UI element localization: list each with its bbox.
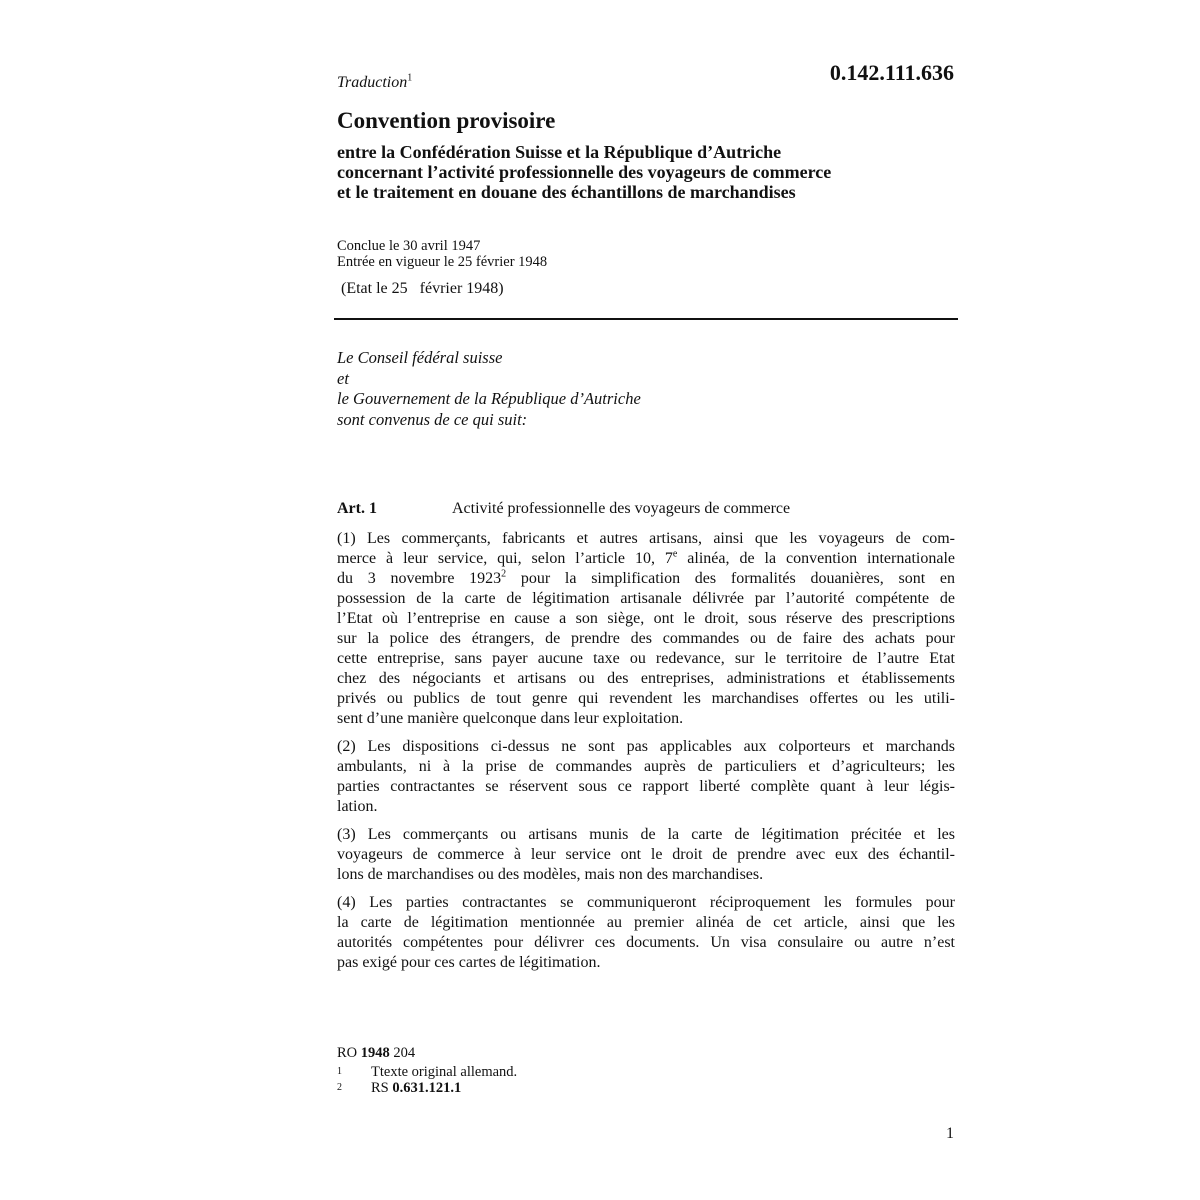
rs-number: 0.142.111.636 bbox=[829, 60, 954, 85]
in-force-date: Entrée en vigueur le 25 février 1948 bbox=[337, 254, 548, 270]
article-body bbox=[337, 529, 955, 981]
footnotes bbox=[337, 1064, 517, 1096]
footnote-1: 1 Ttexte original allemand. bbox=[337, 1064, 518, 1080]
text-line: (1) Les commerçants, fabricants et autres artisans, ainsi que les voyageurs de com- bbox=[337, 530, 955, 547]
footnote-2: 2 RS 0.631.121.1 bbox=[337, 1080, 462, 1096]
page-number: 1 bbox=[946, 1125, 954, 1142]
header-divider bbox=[334, 318, 958, 320]
text-line: voyageurs de commerce à leur service ont le droit de prendre avec eux des échantil- bbox=[337, 846, 955, 863]
text-line: (2) Les dispositions ci-dessus ne sont pas applicables aux colporteurs et marchands bbox=[337, 738, 955, 755]
text-line: sent d’une manière quelconque dans leur exploitation. bbox=[337, 710, 684, 727]
text-line: cette entreprise, sans payer aucune taxe ou redevance, sur le territoire de l’autre Etat bbox=[337, 650, 955, 667]
subtitle-line: et le traitement en douane des échantillons de marchandises bbox=[337, 182, 796, 202]
concluded-date: Conclue le 30 avril 1947 bbox=[337, 238, 481, 254]
preamble bbox=[337, 348, 641, 430]
article-title: Activité professionnelle des voyageurs de commerce bbox=[452, 500, 791, 517]
text-line: ambulants, ni à la prise de commandes auprès de particuliers et d’agriculteurs; les bbox=[337, 758, 955, 775]
text-line: (3) Les commerçants ou artisans munis de la carte de légitimation précitée et les bbox=[337, 826, 955, 843]
text-line: l’Etat où l’entreprise en cause a son siège, ont le droit, sous réserve des prescriptions bbox=[337, 610, 955, 627]
state-date: (Etat le 25 février 1948) bbox=[341, 280, 504, 297]
article-heading bbox=[337, 500, 957, 518]
footnote-ref-1: 1 bbox=[407, 72, 413, 84]
footnote-ref-2: 2 bbox=[501, 568, 507, 580]
dates-block bbox=[337, 238, 547, 270]
text-line: pas exigé pour ces cartes de légitimation. bbox=[337, 954, 601, 971]
text-line: lation. bbox=[337, 798, 378, 815]
paragraph-3 bbox=[337, 825, 955, 885]
paragraph-2 bbox=[337, 737, 955, 817]
text-line: possession de la carte de légitimation artisanale délivrée par l’autorité compétente de bbox=[337, 590, 955, 607]
subtitle-line: concernant l’activité professionnelle des voyageurs de commerce bbox=[337, 162, 832, 182]
text-line: lons de marchandises ou des modèles, mais non des marchandises. bbox=[337, 866, 764, 883]
subtitle-line: entre la Confédération Suisse et la République d’Autriche bbox=[337, 142, 782, 162]
ro-reference: RO 1948 204 bbox=[337, 1045, 416, 1061]
text-line: parties contractantes se réservent sous ce rapport liberté complète quant à leur légis- bbox=[337, 778, 955, 795]
preamble-line: le Gouvernement de la République d’Autriche bbox=[337, 389, 641, 408]
text-line: privés ou publics de tout genre qui revendent les marchandises offertes ou les utili- bbox=[337, 690, 955, 707]
text-line: chez des négociants et artisans ou des entreprises, administrations et établissements bbox=[337, 670, 955, 687]
text-line: merce à leur service, qui, selon l’article 10, 7e alinéa, de la convention internationale bbox=[337, 548, 955, 567]
text-line: (4) Les parties contractantes se communiqueront réciproquement les formules pour bbox=[337, 894, 955, 911]
paragraph-4 bbox=[337, 893, 955, 973]
text-line: sur la police des étrangers, de prendre des commandes ou de faire des achats pour bbox=[337, 630, 955, 647]
article-label: Art. 1 bbox=[337, 500, 377, 517]
document-subtitle bbox=[337, 142, 957, 202]
preamble-line: Le Conseil fédéral suisse bbox=[337, 348, 503, 367]
paragraph-1 bbox=[337, 529, 955, 729]
text-line: autorités compétentes pour délivrer ces documents. Un visa consulaire ou autre n’est bbox=[337, 934, 955, 951]
preamble-line: sont convenus de ce qui suit: bbox=[337, 409, 528, 429]
preamble-line: et bbox=[337, 368, 349, 388]
text-line: du 3 novembre 1923$^2$ pour la simplification des formalités douanières, sont en bbox=[337, 568, 955, 587]
document-title: Convention provisoire bbox=[337, 108, 556, 133]
text-line: la carte de légitimation mentionnée au premier alinéa de cet article, ainsi que les bbox=[337, 914, 955, 931]
translation-label: Traduction$^1$ bbox=[337, 72, 413, 91]
